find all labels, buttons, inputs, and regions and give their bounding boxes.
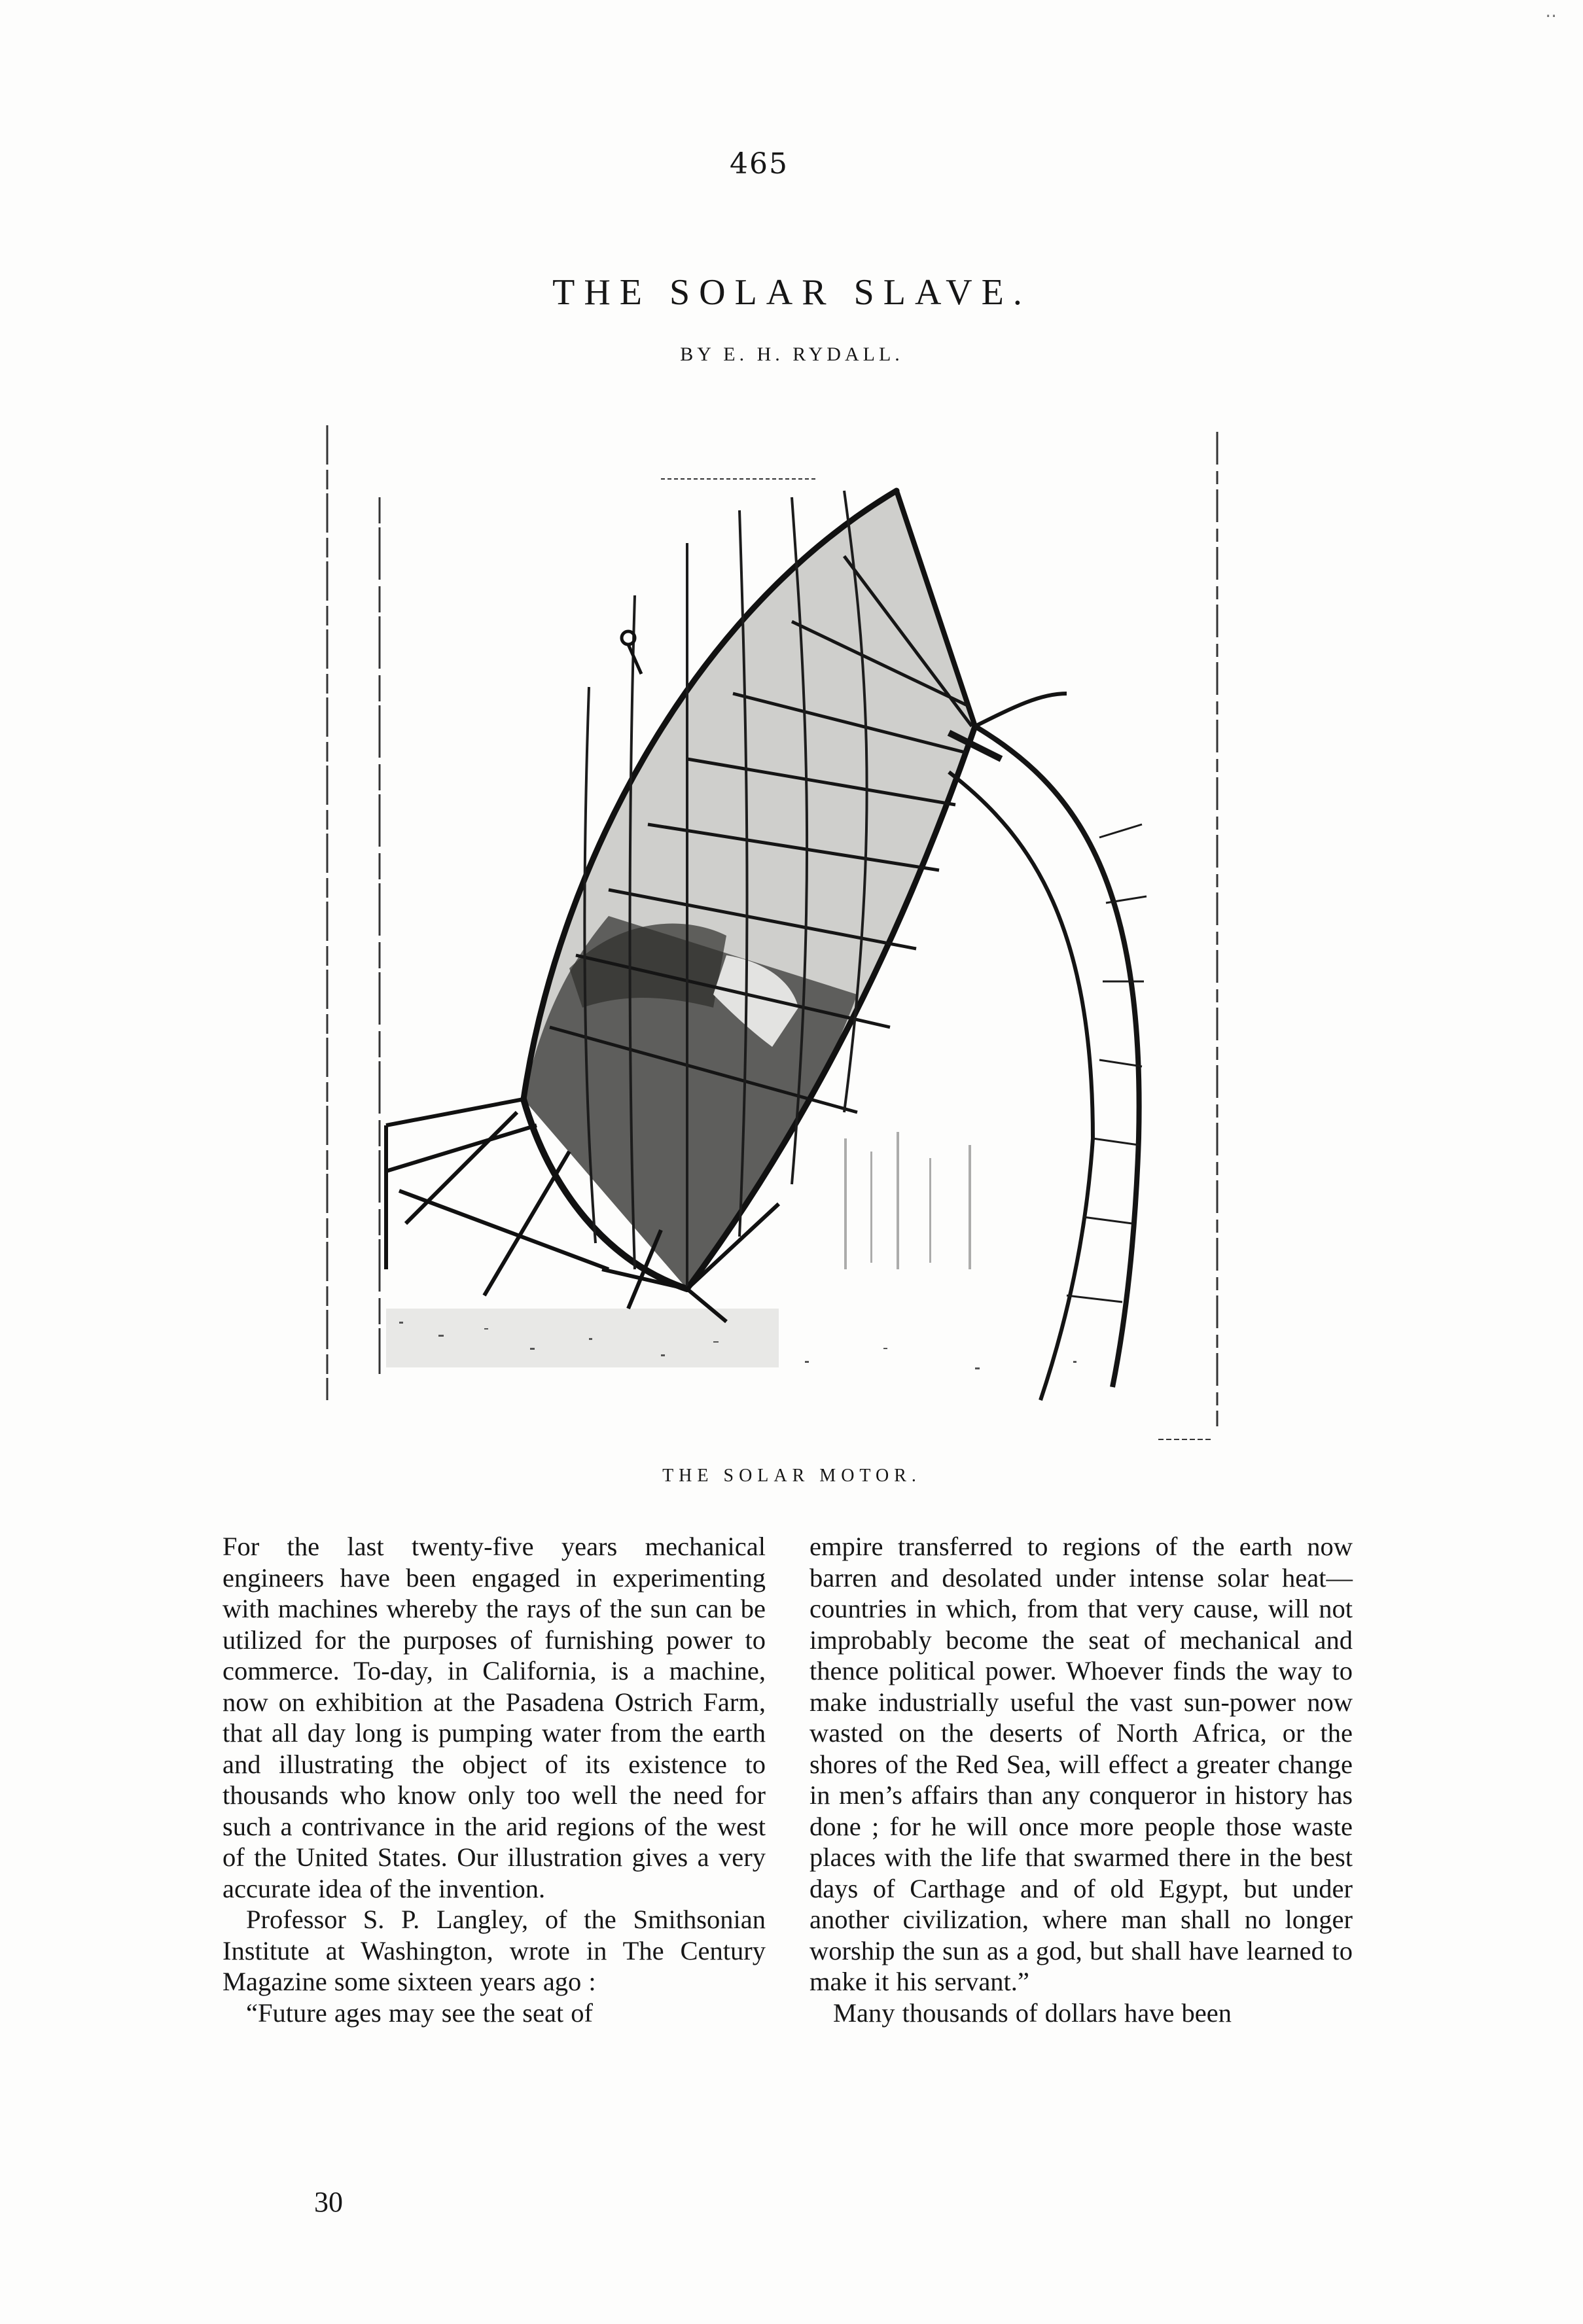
article-byline: BY E. H. RYDALL. [680, 343, 904, 365]
left-text-column [222, 1531, 766, 2028]
solar-motor-drawing [321, 419, 1237, 1452]
folio-number: 30 [314, 2186, 343, 2218]
article-title: THE SOLAR SLAVE. [552, 272, 1031, 313]
paragraph: empire transferred to regions of the earth now barren and desolated under intense solar heat—countries in which, from that very cause, will not improbably become the seat of mechanical and thence political power. Whoever finds the way to make industrially useful the vast sun-power now wasted on the deserts of North Africa, or the shores of the Red Sea, will effect a greater change in men’s affairs than any conqueror in history has done ; for he will once more people those waste places with the life that swarmed there in the best days of Carthage and of old Egypt, but under another civilization, where man shall no longer worship the sun as a god, but shall have learned to make it his servant.” [809, 1532, 1353, 1996]
page-number: 465 [730, 147, 789, 181]
figure-caption: THE SOLAR MOTOR. [662, 1466, 921, 1486]
paragraph: Professor S. P. Langley, of the Smithsonian Institute at Washington, wrote in The Century Magazine some sixteen years ago : [222, 1905, 766, 1996]
corner-mark: .. [1545, 0, 1557, 22]
paragraph: For the last twenty-five years mechanical engineers have been engaged in experimenting with machines whereby the rays of the sun can be utilized for the purposes of furnishing power to commerce. To-day, in California, is a machine, now on exhibition at the Pasadena Ostrich Farm, that all day long is pumping water from the earth and illustrating the object of its existence to thousands who know only too well the need for such a contrivance in the arid regions of the west of the United States. Our illustration gives a very accurate idea of the invention. [222, 1532, 766, 1903]
paragraph: “Future ages may see the seat of [246, 1998, 594, 2028]
solar-motor-illustration [321, 419, 1237, 1452]
paragraph: Many thousands of dollars have been [833, 1998, 1232, 2028]
right-text-column [809, 1531, 1353, 2028]
